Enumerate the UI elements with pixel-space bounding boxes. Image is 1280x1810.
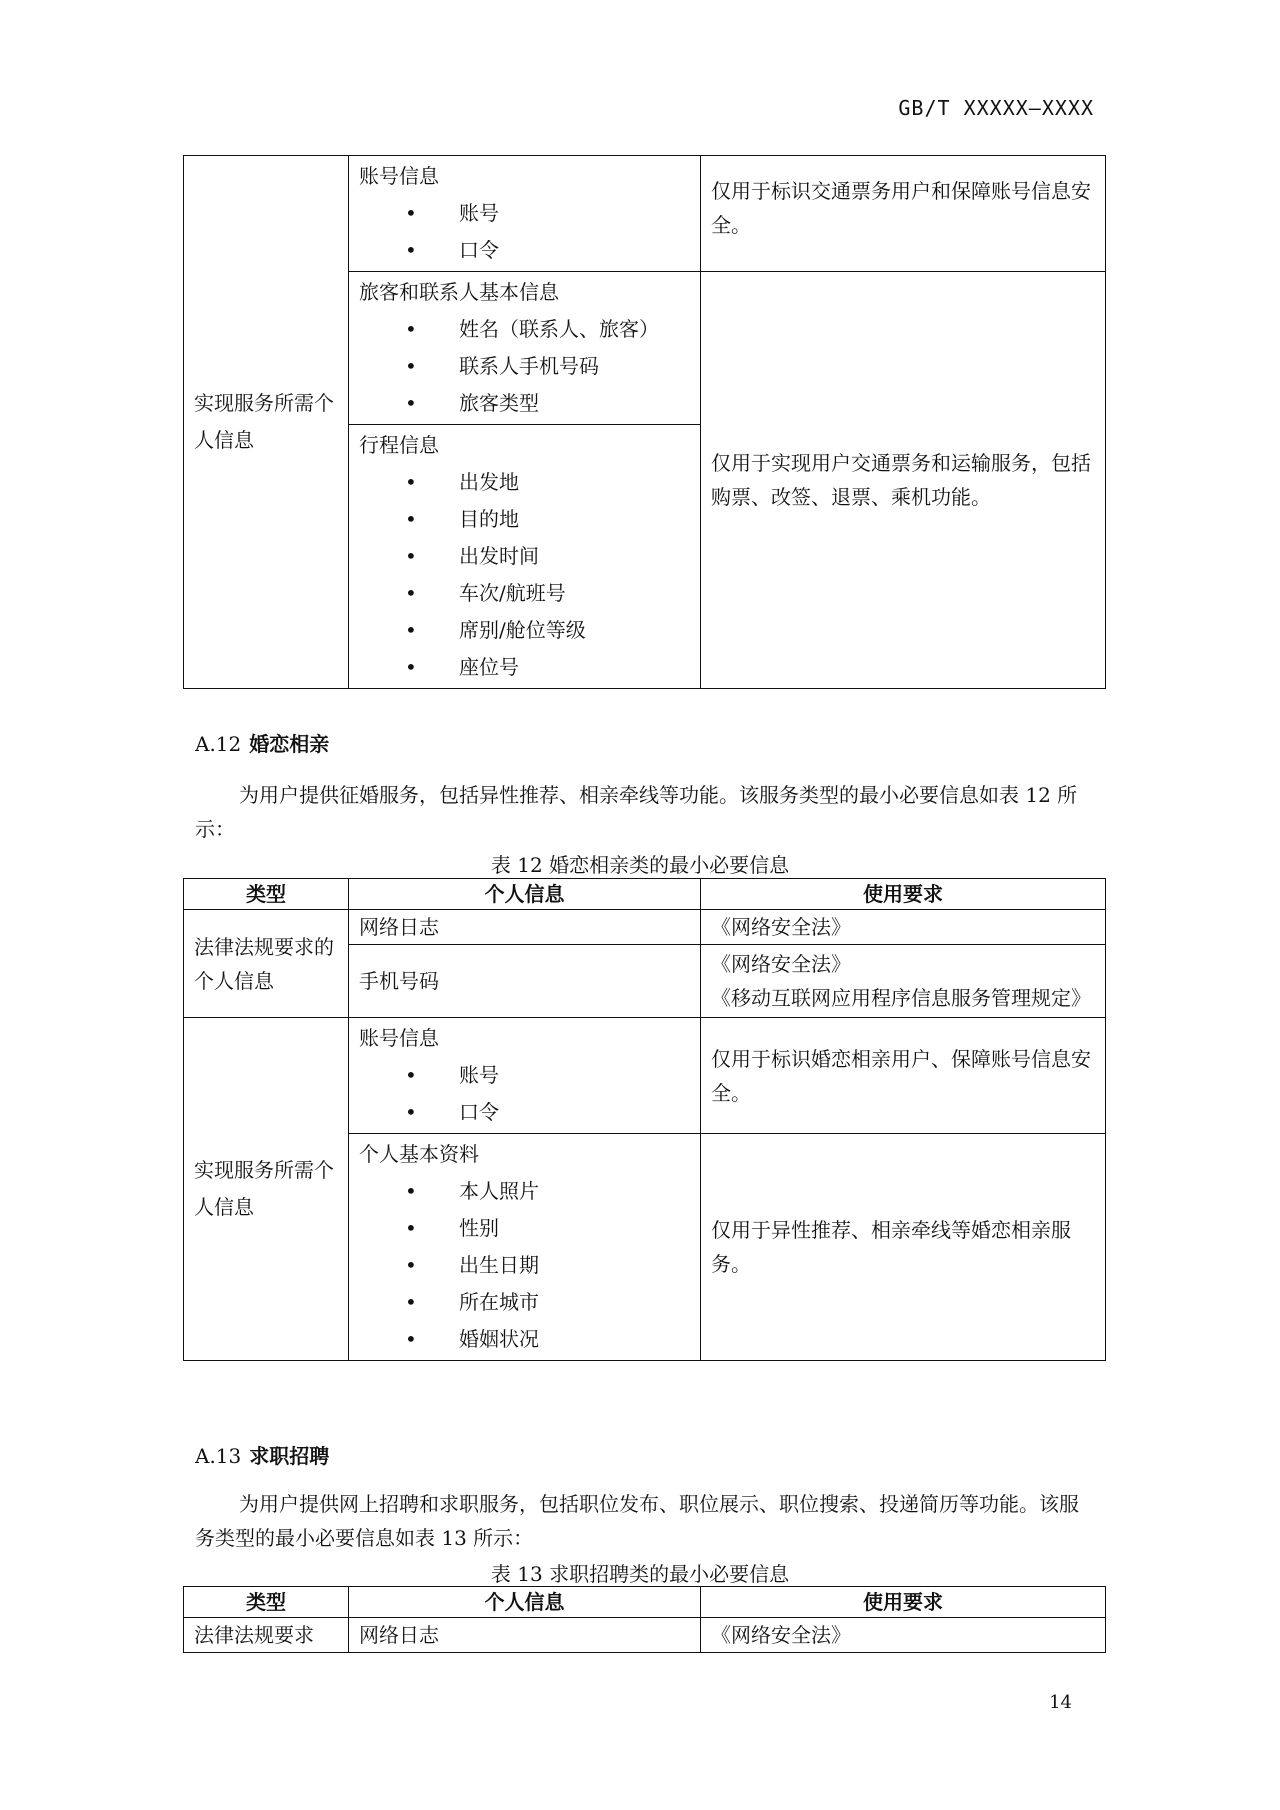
list-item: • 性别 bbox=[359, 1210, 690, 1247]
section-title: 求职招聘 bbox=[249, 1444, 330, 1468]
bullet-list bbox=[359, 464, 690, 686]
bullet-list bbox=[359, 1057, 690, 1131]
info-cell: 手机号码 bbox=[349, 945, 701, 1018]
column-header: 类型 bbox=[184, 1587, 349, 1618]
info-group-label: 账号信息 bbox=[359, 1026, 439, 1050]
table-header-row bbox=[184, 1587, 1106, 1618]
info-cell bbox=[349, 1134, 701, 1361]
table-11-continued bbox=[183, 155, 1106, 689]
list-item: • 旅客类型 bbox=[359, 385, 690, 422]
usage-cell bbox=[701, 945, 1106, 1018]
column-header: 个人信息 bbox=[349, 879, 701, 910]
list-item: • 口令 bbox=[359, 232, 690, 269]
list-item: • 姓名（联系人、旅客） bbox=[359, 311, 690, 348]
bullet-list bbox=[359, 1173, 690, 1358]
section-heading-a12 bbox=[195, 728, 329, 757]
category-cell: 实现服务所需个人信息 bbox=[184, 1018, 349, 1361]
info-cell: 网络日志 bbox=[349, 910, 701, 945]
table-12 bbox=[183, 878, 1106, 1361]
section-title: 婚恋相亲 bbox=[249, 732, 330, 756]
list-item: • 出生日期 bbox=[359, 1247, 690, 1284]
category-cell: 实现服务所需个人信息 bbox=[184, 156, 349, 689]
table-row bbox=[184, 1618, 1106, 1653]
table-13 bbox=[183, 1586, 1106, 1653]
usage-cell: 仅用于异性推荐、相亲牵线等婚恋相亲服务。 bbox=[701, 1134, 1106, 1361]
list-item: • 联系人手机号码 bbox=[359, 348, 690, 385]
section-number: A.12 bbox=[195, 732, 242, 756]
table-row bbox=[184, 156, 1106, 272]
category-cell: 法律法规要求的个人信息 bbox=[184, 910, 349, 1018]
usage-line: 《移动互联网应用程序信息服务管理规定》 bbox=[711, 986, 1091, 1010]
table-row bbox=[184, 1018, 1106, 1134]
standard-code: GB/T XXXXX—XXXX bbox=[898, 96, 1094, 120]
info-cell: 网络日志 bbox=[349, 1618, 701, 1653]
list-item: • 本人照片 bbox=[359, 1173, 690, 1210]
column-header: 使用要求 bbox=[701, 1587, 1106, 1618]
list-item: • 账号 bbox=[359, 1057, 690, 1094]
info-cell bbox=[349, 156, 701, 272]
column-header: 使用要求 bbox=[701, 879, 1106, 910]
info-cell bbox=[349, 425, 701, 689]
table-row bbox=[184, 910, 1106, 945]
usage-cell: 《网络安全法》 bbox=[701, 1618, 1106, 1653]
list-item: • 出发时间 bbox=[359, 538, 690, 575]
column-header: 类型 bbox=[184, 879, 349, 910]
section-paragraph: 为用户提供征婚服务，包括异性推荐、相亲牵线等功能。该服务类型的最小必要信息如表 12 所示： bbox=[195, 783, 1078, 841]
category-cell: 法律法规要求 bbox=[184, 1618, 349, 1653]
info-cell bbox=[349, 272, 701, 425]
section-heading-a13 bbox=[195, 1440, 329, 1469]
page-number: 14 bbox=[1049, 1692, 1072, 1713]
info-cell bbox=[349, 1018, 701, 1134]
usage-cell: 仅用于标识婚恋相亲用户、保障账号信息安全。 bbox=[701, 1018, 1106, 1134]
list-item: • 出发地 bbox=[359, 464, 690, 501]
list-item: • 席别/舱位等级 bbox=[359, 612, 690, 649]
table-header-row bbox=[184, 879, 1106, 910]
list-item: • 账号 bbox=[359, 195, 690, 232]
info-group-label: 旅客和联系人基本信息 bbox=[359, 280, 559, 304]
list-item: • 目的地 bbox=[359, 501, 690, 538]
bullet-list bbox=[359, 195, 690, 269]
column-header: 个人信息 bbox=[349, 1587, 701, 1618]
info-group-label: 账号信息 bbox=[359, 164, 439, 188]
usage-cell: 仅用于标识交通票务用户和保障账号信息安全。 bbox=[701, 156, 1106, 272]
section-paragraph: 为用户提供网上招聘和求职服务，包括职位发布、职位展示、职位搜索、投递简历等功能。该服务类型的最小必要信息如表 13 所示： bbox=[195, 1492, 1079, 1550]
table-caption: 表 13 求职招聘类的最小必要信息 bbox=[490, 1562, 790, 1586]
usage-cell: 仅用于实现用户交通票务和运输服务，包括购票、改签、退票、乘机功能。 bbox=[701, 272, 1106, 689]
usage-cell: 《网络安全法》 bbox=[701, 910, 1106, 945]
list-item: • 所在城市 bbox=[359, 1284, 690, 1321]
list-item: • 婚姻状况 bbox=[359, 1321, 690, 1358]
section-number: A.13 bbox=[195, 1444, 242, 1468]
bullet-list bbox=[359, 311, 690, 422]
usage-line: 《网络安全法》 bbox=[711, 952, 851, 976]
info-group-label: 行程信息 bbox=[359, 433, 439, 457]
list-item: • 车次/航班号 bbox=[359, 575, 690, 612]
list-item: • 座位号 bbox=[359, 649, 690, 686]
info-group-label: 个人基本资料 bbox=[359, 1142, 479, 1166]
list-item: • 口令 bbox=[359, 1094, 690, 1131]
table-caption: 表 12 婚恋相亲类的最小必要信息 bbox=[490, 853, 790, 877]
